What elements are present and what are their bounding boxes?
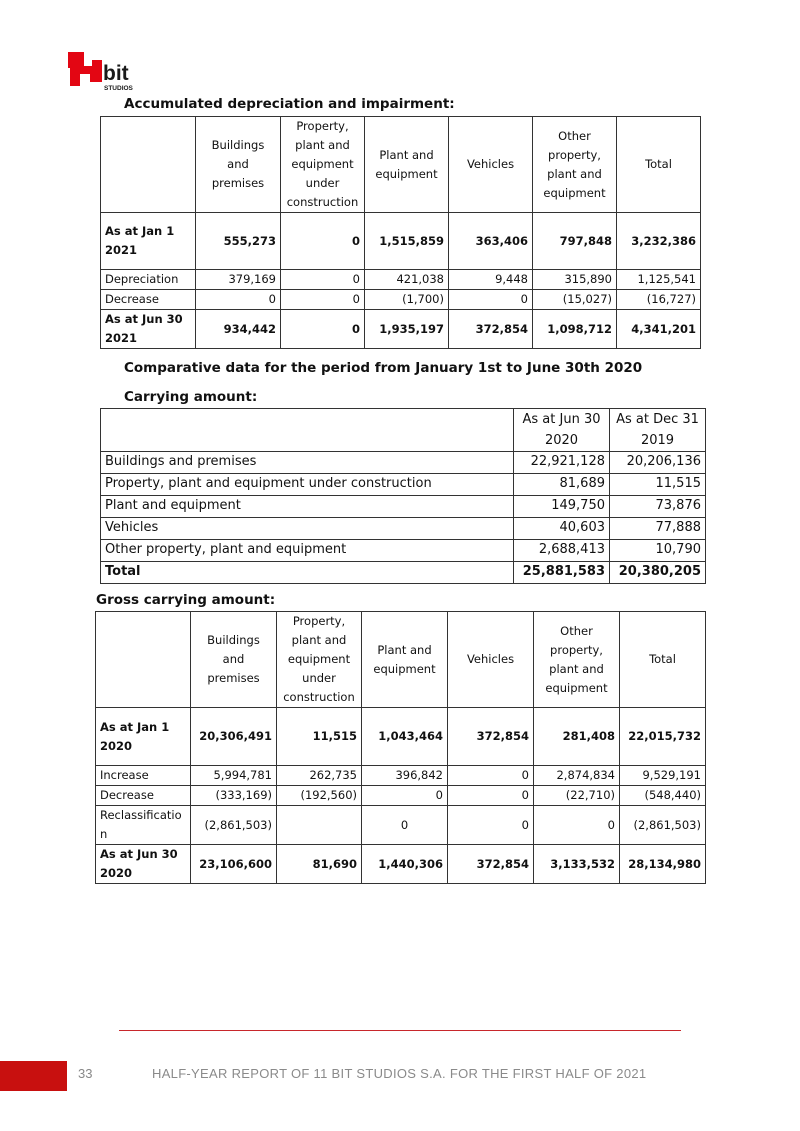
cell-value: 3,133,532 (534, 845, 620, 884)
header-jun-2020: As at Jun 30 2020 (514, 409, 610, 452)
table-row (101, 496, 706, 518)
accumulated-heading: Accumulated depreciation and impairment: (124, 96, 455, 112)
cell-value: 5,994,781 (191, 766, 277, 786)
gross-heading: Gross carrying amount: (96, 592, 276, 608)
cell-value: (192,560) (277, 786, 362, 806)
accumulated-depreciation-table (100, 116, 701, 349)
cell-value: 0 (196, 290, 281, 310)
cell-value: 9,448 (449, 270, 533, 290)
cell-value: 11,515 (610, 474, 706, 496)
table-row (101, 518, 706, 540)
cell-value: 23,106,600 (191, 845, 277, 884)
cell-value: (16,727) (617, 290, 701, 310)
header-plant: Plant and equipment (362, 612, 448, 708)
cell-value: 0 (362, 806, 448, 845)
cell-value: (2,861,503) (191, 806, 277, 845)
cell-value: 315,890 (533, 270, 617, 290)
row-label: Decrease (96, 786, 191, 806)
row-label: As at Jan 1 2021 (101, 213, 196, 270)
header-empty (96, 612, 191, 708)
cell-value: 372,854 (449, 310, 533, 349)
cell-value: 28,134,980 (620, 845, 706, 884)
table-row (96, 766, 706, 786)
cell-value: 0 (534, 806, 620, 845)
header-total: Total (620, 612, 706, 708)
cell-value: 73,876 (610, 496, 706, 518)
cell-value: 262,735 (277, 766, 362, 786)
cell-value: 0 (281, 213, 365, 270)
cell-value: 9,529,191 (620, 766, 706, 786)
cell-value: 3,232,386 (617, 213, 701, 270)
cell-value: 1,098,712 (533, 310, 617, 349)
cell-value (277, 806, 362, 845)
svg-text:bit: bit (103, 62, 129, 85)
cell-value: (15,027) (533, 290, 617, 310)
header-buildings: Buildings and premises (191, 612, 277, 708)
row-label: Vehicles (101, 518, 514, 540)
carrying-amount-table (100, 408, 706, 584)
cell-value: 1,125,541 (617, 270, 701, 290)
table-row (101, 290, 701, 310)
page-number: 33 (78, 1066, 93, 1081)
cell-value: 372,854 (448, 708, 534, 766)
table-row (101, 540, 706, 562)
cell-value: 81,689 (514, 474, 610, 496)
cell-value: 1,440,306 (362, 845, 448, 884)
cell-value: 555,273 (196, 213, 281, 270)
table-row (101, 213, 701, 270)
header-plant: Plant and equipment (365, 117, 449, 213)
footer-divider (119, 1030, 681, 1031)
cell-value: 2,874,834 (534, 766, 620, 786)
row-label: Other property, plant and equipment (101, 540, 514, 562)
cell-value: 11,515 (277, 708, 362, 766)
header-empty (101, 117, 196, 213)
table-row (96, 786, 706, 806)
cell-value: 396,842 (362, 766, 448, 786)
row-label: Increase (96, 766, 191, 786)
cell-value: 10,790 (610, 540, 706, 562)
cell-value: 149,750 (514, 496, 610, 518)
cell-value: 379,169 (196, 270, 281, 290)
table-row (101, 562, 706, 584)
header-total: Total (617, 117, 701, 213)
cell-value: (548,440) (620, 786, 706, 806)
cell-value: 1,935,197 (365, 310, 449, 349)
cell-value: 81,690 (277, 845, 362, 884)
header-vehicles: Vehicles (449, 117, 533, 213)
company-logo (66, 50, 146, 92)
cell-value: 934,442 (196, 310, 281, 349)
header-ppe-construction: Property, plant and equipment under construction (281, 117, 365, 213)
table-row (101, 474, 706, 496)
table-row (101, 270, 701, 290)
cell-value: 22,015,732 (620, 708, 706, 766)
cell-value: (2,861,503) (620, 806, 706, 845)
row-label: Plant and equipment (101, 496, 514, 518)
cell-value: 2,688,413 (514, 540, 610, 562)
header-vehicles: Vehicles (448, 612, 534, 708)
row-label: As at Jun 30 2021 (101, 310, 196, 349)
carrying-heading: Carrying amount: (124, 389, 258, 405)
row-label: Property, plant and equipment under construction (101, 474, 514, 496)
header-empty (101, 409, 514, 452)
cell-value: 421,038 (365, 270, 449, 290)
header-dec-2019: As at Dec 31 2019 (610, 409, 706, 452)
table-row (96, 806, 706, 845)
row-label: As at Jan 1 2020 (96, 708, 191, 766)
cell-value: 372,854 (448, 845, 534, 884)
cell-value: 77,888 (610, 518, 706, 540)
row-label: Buildings and premises (101, 452, 514, 474)
cell-value: (333,169) (191, 786, 277, 806)
cell-value: (22,710) (534, 786, 620, 806)
row-label: Total (101, 562, 514, 584)
header-buildings: Buildings and premises (196, 117, 281, 213)
cell-value: 25,881,583 (514, 562, 610, 584)
cell-value: 20,206,136 (610, 452, 706, 474)
cell-value: 797,848 (533, 213, 617, 270)
row-label: Depreciation (101, 270, 196, 290)
cell-value: 0 (281, 290, 365, 310)
header-other: Other property, plant and equipment (533, 117, 617, 213)
table-row (96, 845, 706, 884)
comparative-heading: Comparative data for the period from January 1st to June 30th 2020 (124, 360, 643, 376)
cell-value: 0 (449, 290, 533, 310)
cell-value: 20,306,491 (191, 708, 277, 766)
cell-value: 1,515,859 (365, 213, 449, 270)
row-label: As at Jun 30 2020 (96, 845, 191, 884)
cell-value: 363,406 (449, 213, 533, 270)
gross-carrying-table (95, 611, 706, 884)
cell-value: 0 (362, 786, 448, 806)
header-other: Other property, plant and equipment (534, 612, 620, 708)
cell-value: 0 (448, 786, 534, 806)
cell-value: 40,603 (514, 518, 610, 540)
cell-value: 0 (281, 310, 365, 349)
row-label: Decrease (101, 290, 196, 310)
table-row (101, 310, 701, 349)
cell-value: 4,341,201 (617, 310, 701, 349)
footer-accent-block (0, 1061, 67, 1091)
cell-value: (1,700) (365, 290, 449, 310)
cell-value: 1,043,464 (362, 708, 448, 766)
table-row (96, 708, 706, 766)
cell-value: 22,921,128 (514, 452, 610, 474)
cell-value: 0 (448, 766, 534, 786)
svg-text:STUDIOS: STUDIOS (104, 85, 133, 92)
cell-value: 0 (448, 806, 534, 845)
cell-value: 281,408 (534, 708, 620, 766)
table-row (101, 452, 706, 474)
header-ppe-construction: Property, plant and equipment under construction (277, 612, 362, 708)
cell-value: 0 (281, 270, 365, 290)
footer-text: HALF-YEAR REPORT OF 11 BIT STUDIOS S.A. FOR THE FIRST HALF OF 2021 (152, 1066, 647, 1081)
row-label: Reclassification (96, 806, 191, 845)
cell-value: 20,380,205 (610, 562, 706, 584)
